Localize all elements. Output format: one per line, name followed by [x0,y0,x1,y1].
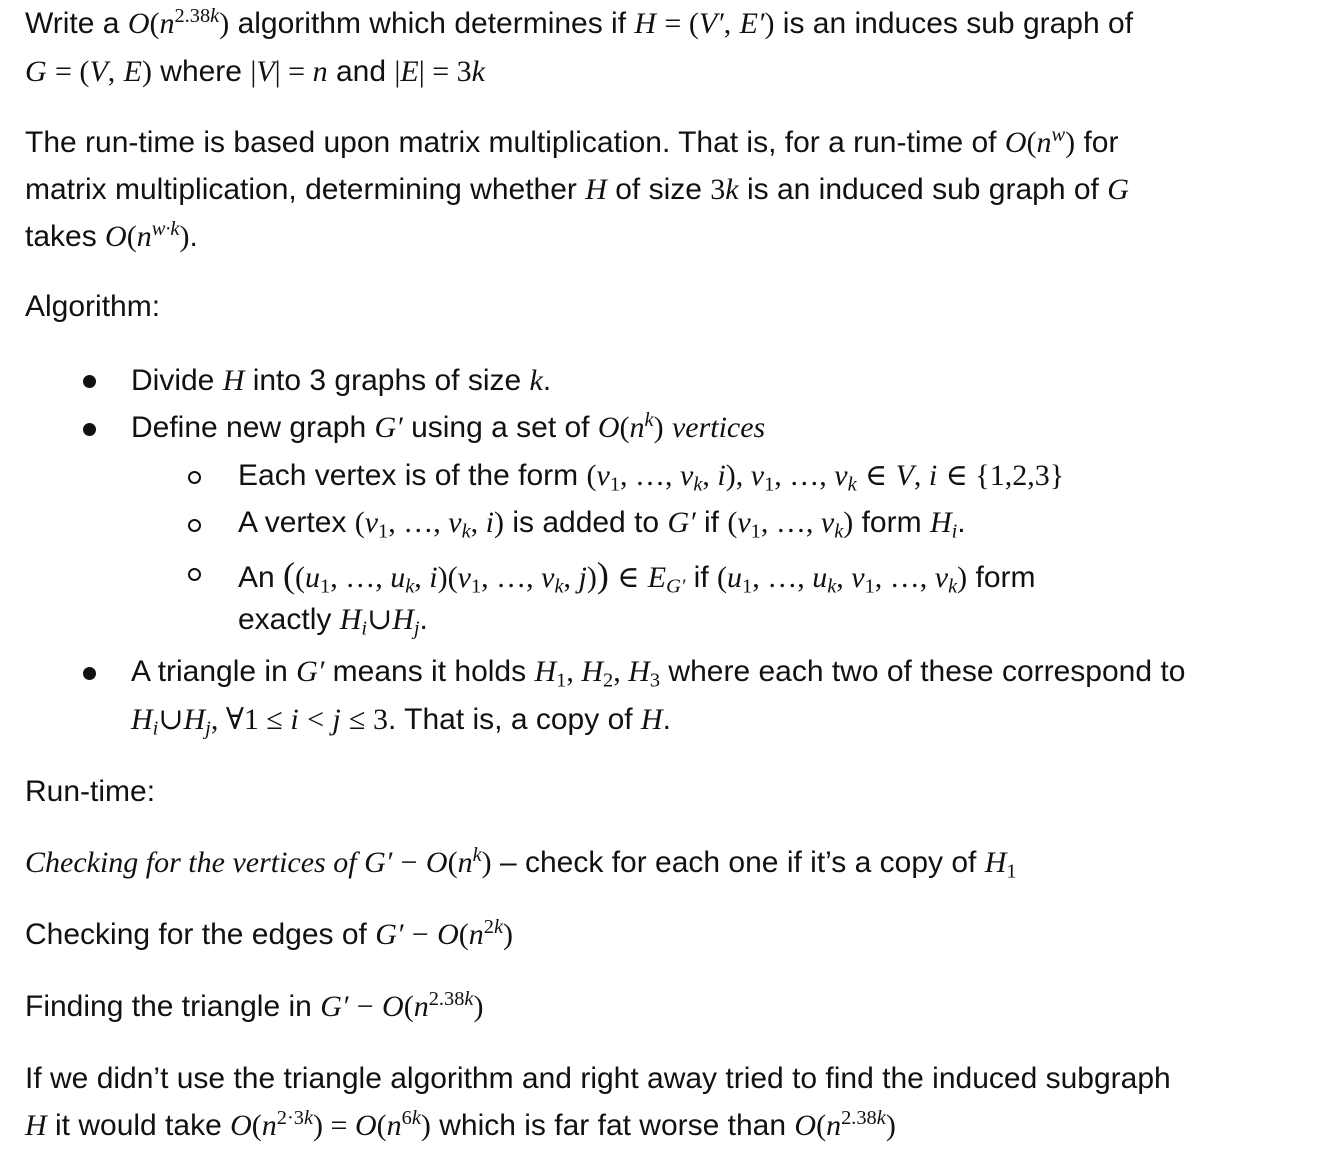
problem-render-2: G = (V, E) where |V| = n and |E| = 3k [25,55,485,88]
sub-3-render-1: An (($u_1$, …, $u_k$, $i)(v_1$, …, $v_k$, j)) ∈ $E_{G'}$ if ($u_1$, …, $u_k$, $v_1$, …, $v_k$) form [238,555,1036,598]
sub-2-render: A vertex ($v_1$, …, $v_k$, i) is added to G′ if ($v_1$, …, $v_k$) form $H_i$. [238,506,966,543]
bullet-1 [131,366,551,396]
bullet-3-line-1 [131,655,1186,692]
runtime-edges-render: Checking for the edges of $G' - O(n^{2k})$ [25,915,513,951]
intro-line-3 [25,217,198,253]
bullet-3-render-1: A triangle in G′ means it holds $H_1$, $H_2$, $H_3$ where each two of these correspond to [131,655,1186,692]
runtime-vertices [25,843,1017,883]
runtime-heading: Run-time: [25,775,156,808]
conclusion-line-1: If we didn’t use the triangle algorithm and right away tried to find the induced subgraph [25,1062,1171,1095]
sub-2-marker [188,519,201,532]
sub-3-render-2: exactly $H_i\cup H_j$. [238,603,428,640]
problem-render-1: Write a $O(n^{2.38k})$ algorithm which determines if H = (V′, E′) is an induces sub graph of [25,4,1134,40]
bullet-3-marker [83,667,96,680]
bullet-3-render-2: $H_i\cup H_j$, ∀1 ≤ i < j ≤ 3. That is, a copy of H. [131,703,671,740]
bullet-2 [131,408,766,444]
bullet-3-line-2 [131,703,671,740]
bullet-1-marker [83,375,96,388]
conclusion-line-2 [25,1106,896,1142]
sub-1-render: Each vertex is of the form ($v_1$, …, $v_k$, i), $v_1$, …, $v_k$ ∈ V, i ∈ {1,2,3} [238,459,1065,496]
intro-render-3: takes $O(n^{w\cdot k})$. [25,217,198,253]
conclusion-render-2: H it would take $O(n^{2\cdot 3k}) = O(n^{6k})$ which is far fat worse than $O(n^{2.38k})$ [25,1106,896,1142]
runtime-triangle-render: Finding the triangle in $G' - O(n^{2.38k})$ [25,987,484,1023]
problem-line-1 [25,4,1134,40]
sub-2 [238,506,966,543]
intro-render-2: matrix multiplication, determining whether H of size 3k is an induced sub graph of G [25,173,1129,206]
runtime-edges [25,915,513,951]
problem-line-2 [25,57,485,87]
runtime-triangle [25,987,484,1023]
sub-3-line-2 [238,603,428,640]
sub-3-marker [188,568,201,581]
sub-1 [238,459,1065,496]
intro-line-2 [25,175,1129,205]
runtime-vertices-render: Checking for the vertices of $G' - O(n^k)$ – check for each one if it’s a copy of $H_1$ [25,843,1017,883]
sub-1-marker [188,471,201,484]
bullet-2-render: Define new graph G′ using a set of $O(n^k)$ vertices [131,408,766,444]
intro-line-1 [25,123,1119,159]
bullet-2-marker [83,423,96,436]
intro-render-1: The run-time is based upon matrix multiplication. That is, for a run-time of $O(n^w)$ for [25,123,1119,159]
sub-3-line-1 [238,555,1036,598]
bullet-1-render: Divide H into 3 graphs of size k. [131,364,552,397]
algorithm-heading: Algorithm: [25,290,161,323]
